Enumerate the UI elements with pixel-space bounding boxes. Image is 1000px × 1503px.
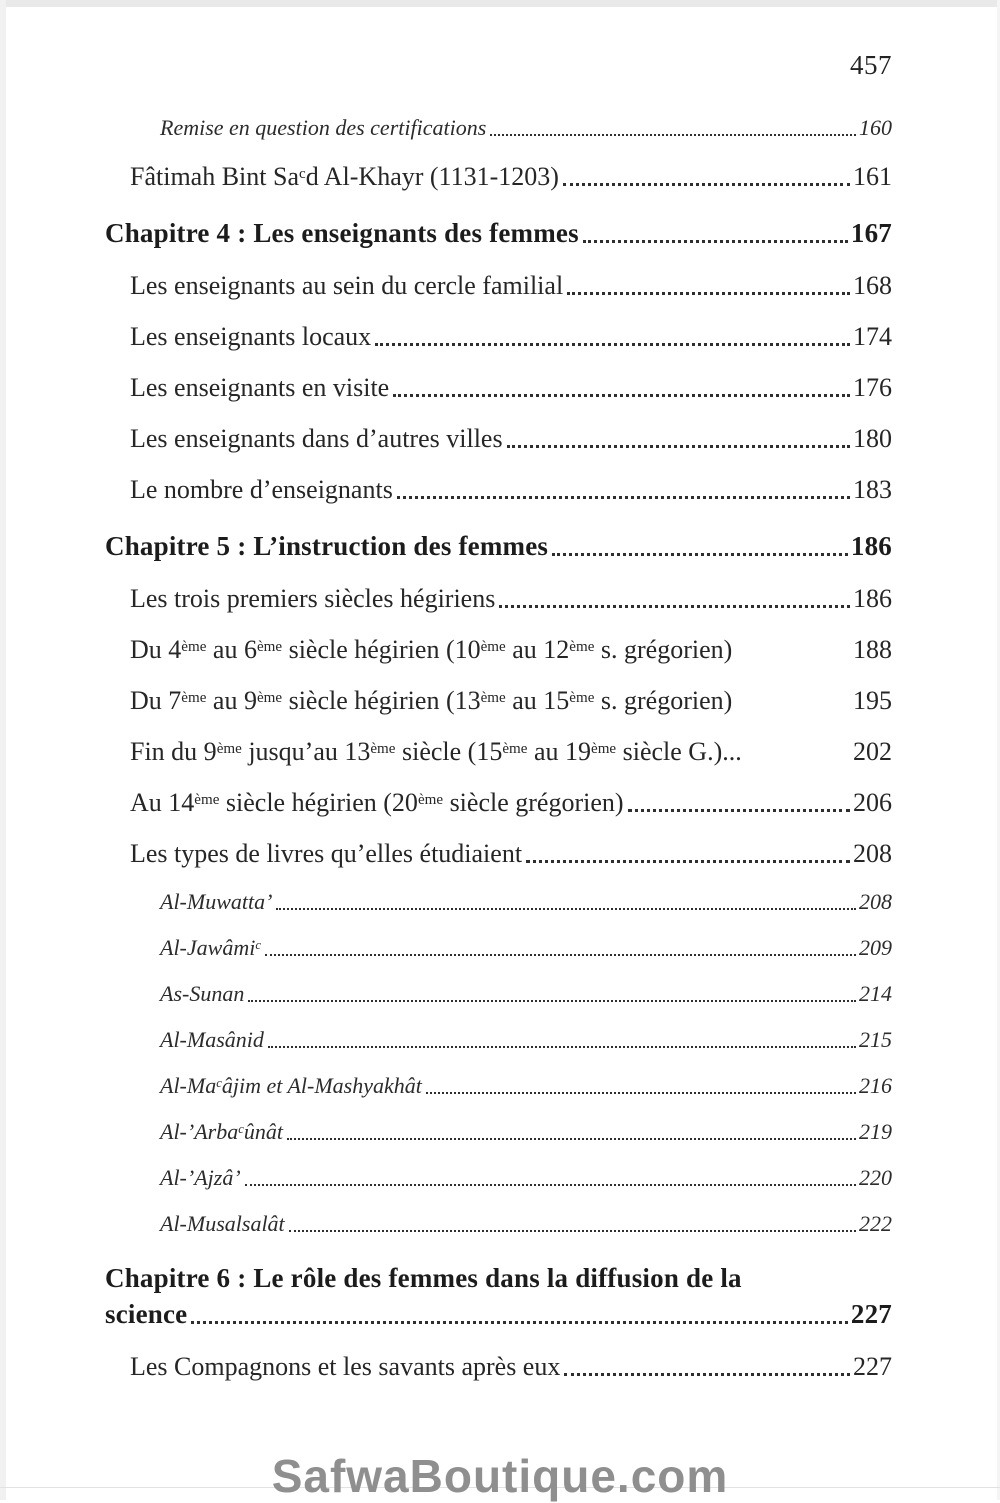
toc-entry-line <box>105 269 892 302</box>
superscript-text: ème <box>569 639 595 656</box>
dotted-leader <box>583 240 848 243</box>
toc-page-number: 216 <box>859 1073 892 1098</box>
toc-entry-label: Al-Ma$^c$âjim et Al-Mashyakhât <box>160 1073 422 1098</box>
watermark: SafwaBoutique.com <box>271 1450 729 1502</box>
superscript-text: ème <box>194 792 220 809</box>
dotted-leader <box>393 394 850 397</box>
toc-entry-line <box>105 735 892 768</box>
toc-page-number: 176 <box>853 373 892 402</box>
toc-page-number: 222 <box>859 1211 892 1236</box>
toc-chapter-line <box>105 1297 892 1332</box>
toc-entry-label: Fin du 9ème jusqu’au 13ème siècle (15ème au 19ème siècle G.)... <box>130 737 742 766</box>
toc-page-number: 188 <box>853 635 892 664</box>
toc-entry-label: As-Sunan <box>160 981 245 1006</box>
toc-entry-label: Du 4ème au 6ème siècle hégirien (10ème au 12ème s. grégorien) <box>130 635 733 664</box>
superscript-text: ème <box>502 741 528 758</box>
superscript-text: c <box>299 166 306 183</box>
toc-entry-label: Fâtimah Bint Sa$^c$d Al-Khayr (1131-1203) <box>130 162 559 191</box>
toc-entry-label: Les Compagnons et les savants après eux <box>130 1352 561 1381</box>
toc-entry-label: Al-’Arba$^c$ûnât <box>160 1119 283 1144</box>
toc-page-number: 215 <box>859 1027 892 1052</box>
toc-entry-line <box>105 1071 892 1100</box>
superscript-text: ème <box>417 792 444 809</box>
toc-page-number: 208 <box>859 889 892 914</box>
superscript-text: ème <box>256 690 283 707</box>
toc-entry-label: Les enseignants dans d’autres villes <box>130 424 503 453</box>
toc-entry-label: Al-Musalsalât <box>160 1211 285 1236</box>
toc-entry-label: Les trois premiers siècles hégiriens <box>130 584 496 613</box>
toc-chapter-line <box>105 1261 892 1296</box>
toc-entry-line <box>105 1209 892 1238</box>
toc-page-number: 220 <box>859 1165 892 1190</box>
toc-entry-label: Du 7ème au 9ème siècle hégirien (13ème au 15ème s. grégorien) <box>130 686 733 715</box>
toc-entry-label: Al-Muwatta’ <box>160 889 273 914</box>
page-number: 457 <box>850 50 892 80</box>
toc-entry-label: Les enseignants au sein du cercle familial <box>130 271 564 300</box>
toc-entry-line <box>105 371 892 404</box>
dotted-leader <box>567 292 850 295</box>
superscript-text: c <box>238 1122 244 1137</box>
toc-entry-line <box>105 837 892 870</box>
toc-entry-line <box>105 160 892 193</box>
toc-page-number: 180 <box>853 424 892 453</box>
toc-entry-label: Les enseignants en visite <box>130 373 390 402</box>
dotted-leader <box>375 343 850 346</box>
toc-entry-label: Chapitre 6 : Le rôle des femmes dans la diffusion de la <box>105 1263 742 1293</box>
dotted-leader <box>265 954 856 956</box>
superscript-text: ème <box>181 639 207 656</box>
superscript-text: ème <box>480 690 506 707</box>
toc-page-number: 186 <box>853 584 892 613</box>
toc-entry-label: Remise en question des certifications <box>160 115 487 140</box>
toc-entry-label: Al-Masânid <box>160 1027 264 1052</box>
toc-page-number: 186 <box>850 531 892 561</box>
toc-page-number: 214 <box>859 981 892 1006</box>
toc-entry-label: Les types de livres qu’elles étudiaient <box>130 839 523 868</box>
toc-page-number: 206 <box>853 788 892 817</box>
toc-page-number: 202 <box>853 737 892 766</box>
superscript-text: ème <box>480 639 506 656</box>
dotted-leader <box>564 1373 850 1376</box>
superscript-text: ème <box>591 741 617 758</box>
dotted-leader <box>248 1000 856 1002</box>
dotted-leader <box>268 1046 856 1048</box>
toc-page-number: 227 <box>853 1352 892 1381</box>
dotted-leader <box>397 496 850 499</box>
toc-entry-line <box>105 320 892 353</box>
toc-entry-line <box>105 582 892 615</box>
dotted-leader <box>526 860 850 863</box>
toc-entry-line <box>105 633 892 666</box>
superscript-text: c <box>216 1076 222 1091</box>
superscript-text: ème <box>256 639 283 656</box>
superscript-text: ème <box>216 741 242 758</box>
toc-page-number: 183 <box>853 475 892 504</box>
toc-entry-line <box>105 1350 892 1383</box>
toc-chapter-line <box>105 216 892 251</box>
toc-entry-line <box>105 1163 892 1192</box>
dotted-leader <box>287 1138 856 1140</box>
toc-entry-line <box>105 684 892 717</box>
toc-entry-line <box>105 422 892 455</box>
dotted-leader <box>628 809 850 812</box>
toc-entry-line <box>105 979 892 1008</box>
toc-chapter-line <box>105 529 892 564</box>
toc-entry-label: Chapitre 4 : Les enseignants des femmes <box>105 218 579 248</box>
superscript-text: ème <box>569 690 595 707</box>
toc-entry-label: Al-Jawâmi$^c$ <box>160 935 261 960</box>
dotted-leader <box>426 1092 856 1094</box>
dotted-leader <box>563 183 850 186</box>
dotted-leader <box>499 605 850 608</box>
toc-entry-line <box>105 887 892 916</box>
dotted-leader <box>276 908 856 910</box>
toc-page-number: 219 <box>859 1119 892 1144</box>
toc-entry-line <box>105 786 892 819</box>
toc-entry-line <box>105 933 892 962</box>
dotted-leader <box>552 553 848 556</box>
toc-entry-line <box>105 1025 892 1054</box>
toc-entry-label: Les enseignants locaux <box>130 322 372 351</box>
toc-page-number: 209 <box>859 935 892 960</box>
toc-page-number: 160 <box>859 115 892 140</box>
toc-entry-line <box>105 1117 892 1146</box>
dotted-leader <box>289 1230 856 1232</box>
toc-page-number: 168 <box>853 271 892 300</box>
toc-entry-label: Le nombre d’enseignants <box>130 475 393 504</box>
toc-page-number: 227 <box>850 1299 892 1329</box>
toc-page-number: 208 <box>853 839 892 868</box>
table-of-contents <box>105 96 892 1383</box>
toc-page-number: 167 <box>850 218 892 248</box>
toc-entry-label: science <box>105 1299 188 1329</box>
superscript-text: c <box>255 938 261 953</box>
dotted-leader <box>245 1184 856 1186</box>
scan-edge-top <box>0 0 1000 7</box>
toc-entry-label: Al-’Ajzâ’ <box>160 1165 241 1190</box>
superscript-text: ème <box>370 741 396 758</box>
dotted-leader <box>490 134 856 136</box>
scan-edge-left <box>0 0 6 1500</box>
superscript-text: ème <box>181 690 207 707</box>
toc-entry-label: Chapitre 5 : L’instruction des femmes <box>105 531 549 561</box>
dotted-leader <box>191 1321 848 1324</box>
toc-page-number: 195 <box>853 686 892 715</box>
toc-page-number: 174 <box>853 322 892 351</box>
toc-entry-label: Au 14ème siècle hégirien (20ème siècle grégorien) <box>130 788 624 817</box>
dotted-leader <box>507 445 850 448</box>
toc-entry-line <box>105 113 892 142</box>
toc-entry-line <box>105 473 892 506</box>
toc-page-number: 161 <box>853 162 892 191</box>
